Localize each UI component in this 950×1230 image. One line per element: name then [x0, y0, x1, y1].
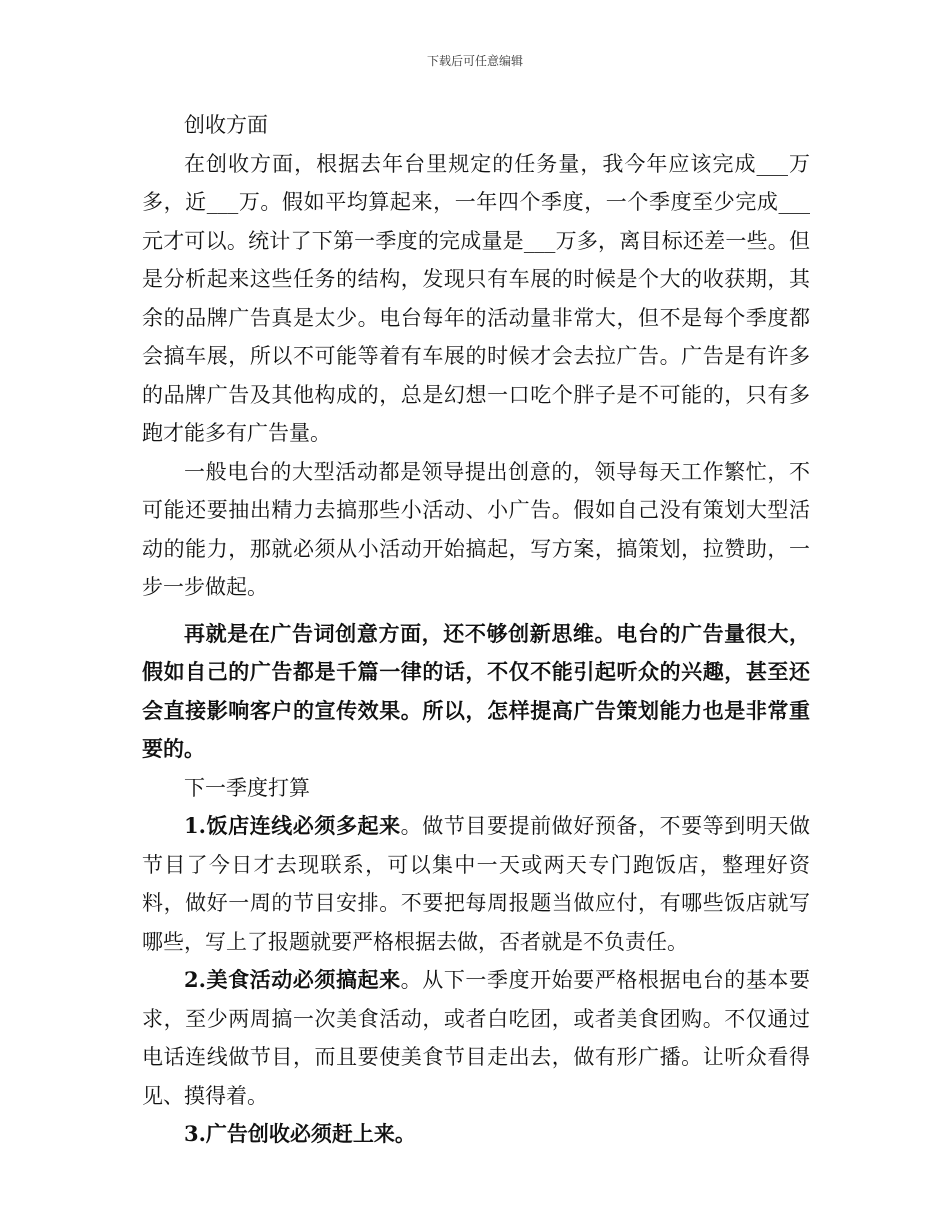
plan-item-3-title: 3.广告创收必须赶上来。 — [184, 1121, 416, 1146]
plan-item-3 — [142, 1115, 810, 1154]
section-heading-income: 创收方面 — [184, 113, 268, 137]
plan-item-2-title: 2.美食活动必须搞起来 — [184, 967, 401, 992]
running-header: 下载后可任意编辑 — [426, 54, 523, 68]
plan-item-2-text: 。从下一季度开始要严格根据电台的基本要求，至少两周搞一次美食活动，或者白吃团，或者美食团购。不仅通过电话连线做节目，而且要使美食节目走出去，做有形广播。让听众看得见、摸得着。 — [142, 968, 810, 1108]
paragraph-gap — [142, 607, 810, 615]
section-heading-next-quarter: 下一季度打算 — [184, 775, 310, 800]
document-body — [142, 106, 810, 1154]
plan-item-1-text: 。做节目要提前做好预备，不要等到明天做节目了今日才去现联系，可以集中一天或两天专门跑饭店，整理好资料，做好一周的节目安排。不要把每周报题当做应付，有哪些饭店就写哪些，写上了报题就要严格根据去做，否者就是不负责任。 — [142, 814, 810, 954]
plan-item-2 — [142, 961, 810, 1115]
paragraph-income-targets: 在创收方面，根据去年台里规定的任务量，我今年应该完成___万多，近___万。假如平均算起来，一年四个季度，一个季度至少完成___元才可以。统计了下第一季度的完成量是___万多，离目标还差一些。但是分析起来这些任务的结构，发现只有车展的时候是个大的收获期，其余的品牌广告真是太少。电台每年的活动量非常大，但不是每个季度都会搞车展，所以不可能等着有车展的时候才会去拉广告。广告是有许多的品牌广告及其他构成的，总是幻想一口吃个胖子是不可能的，只有多跑才能多有广告量。 — [142, 151, 810, 445]
paragraph-small-activities: 一般电台的大型活动都是领导提出创意的，领导每天工作繁忙，不可能还要抽出精力去搞那些小活动、小广告。假如自己没有策划大型活动的能力，那就必须从小活动开始搞起，写方案，搞策划，拉赞助，一步一步做起。 — [142, 459, 810, 599]
plan-item-1-title: 1.饭店连线必须多起来 — [184, 813, 401, 838]
plan-item-1 — [142, 807, 810, 961]
paragraph-ad-creativity: 再就是在广告词创意方面，还不够创新思维。电台的广告量很大，假如自己的广告都是千篇一律的话，不仅不能引起听众的兴趣，甚至还会直接影响客户的宣传效果。所以，怎样提高广告策划能力也是非常重要的。 — [142, 620, 810, 761]
